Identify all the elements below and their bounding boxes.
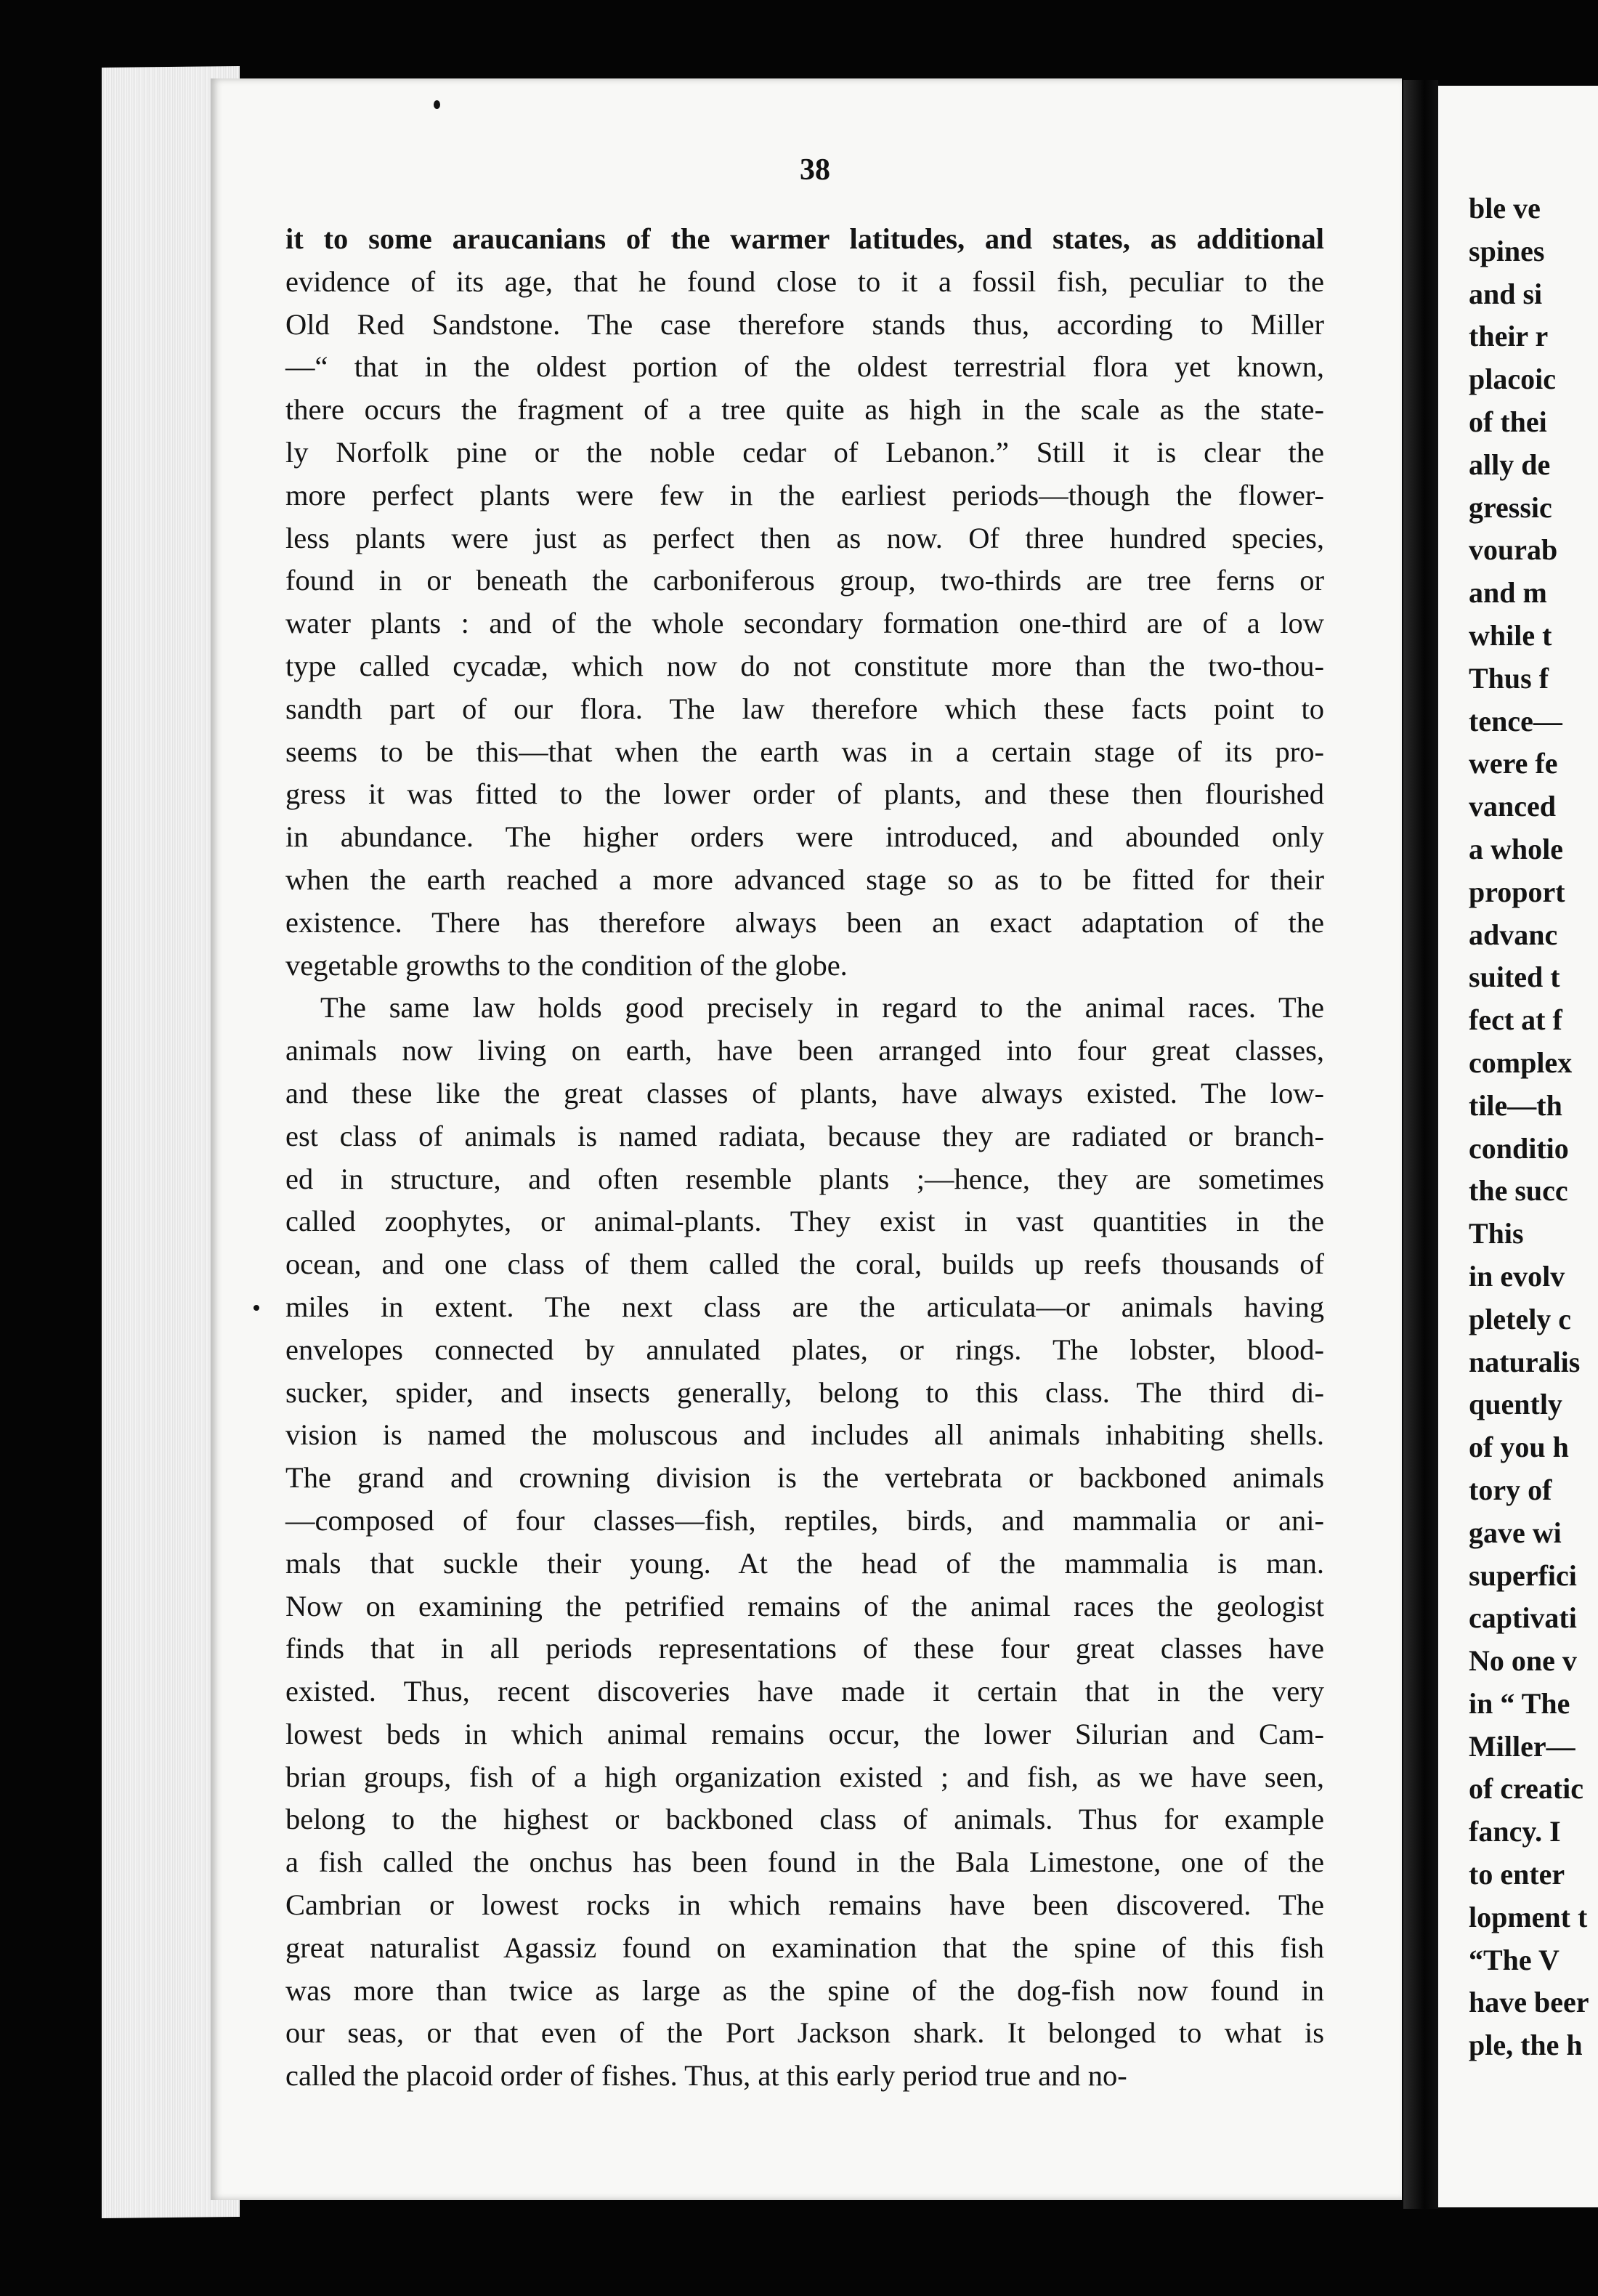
- facing-text-line: to enter: [1469, 1858, 1565, 1891]
- facing-text-line: and m: [1469, 576, 1547, 610]
- facing-text-line: in evolv: [1469, 1259, 1565, 1293]
- facing-text-line: spines: [1469, 234, 1545, 267]
- facing-text-line: pletely c: [1469, 1302, 1572, 1335]
- facing-text-line: naturalis: [1469, 1345, 1581, 1378]
- facing-text-line: fancy. I: [1469, 1815, 1561, 1848]
- facing-text-line: Miller—: [1469, 1729, 1575, 1763]
- text-line: there occurs the fragment of a tree quite as high in the scale as the state-: [285, 393, 1324, 427]
- facing-text-line: of thei: [1469, 405, 1547, 438]
- facing-text-line: conditio: [1469, 1131, 1569, 1165]
- facing-text-line: while t: [1469, 618, 1552, 652]
- text-line: Cambrian or lowest rocks in which remains have been discovered. The: [285, 1888, 1324, 1922]
- facing-text-line: ble ve: [1469, 192, 1541, 225]
- facing-text-line: have beer: [1469, 1986, 1589, 2019]
- facing-text-line: advanc: [1469, 918, 1558, 951]
- text-line: The grand and crowning division is the vertebrata or backboned animals: [285, 1461, 1324, 1495]
- facing-page-text: [1469, 187, 1598, 2067]
- text-line: evidence of its age, that he found close to it a fossil fish, peculiar to the: [285, 264, 1324, 298]
- ink-spot: [254, 1305, 259, 1311]
- facing-text-line: fect at f: [1469, 1003, 1562, 1037]
- facing-text-line: ally de: [1469, 448, 1551, 481]
- text-line: called the placoid order of fishes. Thus, at this early period true and no-: [285, 2059, 1127, 2093]
- facing-text-line: tence—: [1469, 704, 1562, 737]
- text-line: animals now living on earth, have been arranged into four great classes,: [285, 1034, 1324, 1067]
- facing-text-line: and si: [1469, 277, 1543, 310]
- text-line: water plants : and of the whole secondary formation one-third are of a low: [285, 607, 1324, 640]
- ink-spot: [434, 100, 440, 109]
- text-line: lowest beds in which animal remains occur, the lower Silurian and Cam-: [285, 1717, 1324, 1750]
- facing-text-line: tory of: [1469, 1473, 1552, 1506]
- text-line: a fish called the onchus has been found in the Bala Limestone, one of the: [285, 1846, 1324, 1879]
- text-line: ocean, and one class of them called the coral, builds up reefs thousands of: [285, 1248, 1324, 1281]
- facing-text-line: were fe: [1469, 747, 1558, 780]
- text-line: envelopes connected by annulated plates, or rings. The lobster, blood-: [285, 1333, 1324, 1366]
- facing-text-line: lopment t: [1469, 1900, 1588, 1933]
- text-line: more perfect plants were few in the earliest periods—though the flower-: [285, 478, 1324, 512]
- facing-text-line: vourab: [1469, 533, 1558, 567]
- text-line: Now on examining the petrified remains of the animal races the geologist: [285, 1589, 1324, 1622]
- text-line: The same law holds good precisely in regard to the animal races. The: [320, 991, 1324, 1024]
- facing-text-line: This: [1469, 1217, 1524, 1250]
- facing-text-line: placoic: [1469, 363, 1556, 396]
- text-line: when the earth reached a more advanced stage so as to be fitted for their: [285, 862, 1324, 896]
- facing-text-line: ple, the h: [1469, 2029, 1583, 2062]
- text-line: est class of animals is named radiata, because they are radiated or branch-: [285, 1119, 1324, 1152]
- text-line: in abundance. The higher orders were introduced, and abounded only: [285, 820, 1324, 854]
- facing-text-line: in “ The: [1469, 1686, 1570, 1720]
- facing-text-line: No one v: [1469, 1644, 1577, 1678]
- text-line: seems to be this—that when the earth was in a certain stage of its pro-: [285, 735, 1324, 768]
- text-line: Old Red Sandstone. The case therefore stands thus, according to Miller: [285, 307, 1324, 341]
- text-line: —composed of four classes—fish, reptiles, birds, and mammalia or ani-: [285, 1503, 1324, 1537]
- text-line: ed in structure, and often resemble plants ;—hence, they are sometimes: [285, 1162, 1324, 1195]
- facing-text-line: their r: [1469, 320, 1549, 353]
- text-line: gress it was fitted to the lower order of plants, and these then flourished: [285, 777, 1324, 811]
- text-line: it to some araucanians of the warmer latitudes, and states, as additional: [285, 222, 1324, 255]
- text-line: finds that in all periods representations of these four great classes have: [285, 1632, 1324, 1665]
- facing-text-line: vanced: [1469, 790, 1556, 823]
- text-line: great naturalist Agassiz found on examination that the spine of this fish: [285, 1931, 1324, 1964]
- text-line: vision is named the moluscous and includes all animals inhabiting shells.: [285, 1418, 1324, 1452]
- facing-text-line: suited t: [1469, 961, 1560, 994]
- text-line: less plants were just as perfect then as now. Of three hundred species,: [285, 521, 1324, 554]
- book-gutter: [1403, 80, 1438, 2209]
- facing-text-line: quently: [1469, 1388, 1562, 1421]
- text-line: found in or beneath the carboniferous group, two-thirds are tree ferns or: [285, 564, 1324, 597]
- text-line: sucker, spider, and insects generally, belong to this class. The third di-: [285, 1375, 1324, 1409]
- facing-text-line: captivati: [1469, 1601, 1577, 1635]
- text-line: our seas, or that even of the Port Jackson shark. It belonged to what is: [285, 2016, 1324, 2050]
- facing-text-line: gave wi: [1469, 1516, 1562, 1549]
- text-line: was more than twice as large as the spine of the dog-fish now found in: [285, 1973, 1324, 2007]
- facing-text-line: of creatic: [1469, 1772, 1584, 1806]
- facing-text-line: gressic: [1469, 490, 1552, 524]
- text-line: —“ that in the oldest portion of the oldest terrestrial flora yet known,: [285, 350, 1324, 384]
- page-body-text: [285, 218, 1324, 2098]
- text-line: miles in extent. The next class are the articulata—or animals having: [285, 1290, 1324, 1323]
- facing-text-line: superfici: [1469, 1559, 1577, 1592]
- facing-text-line: tile—th: [1469, 1088, 1562, 1122]
- text-line: ly Norfolk pine or the noble cedar of Lebanon.” Still it is clear the: [285, 435, 1324, 469]
- facing-text-line: the succ: [1469, 1174, 1568, 1208]
- text-line: existence. There has therefore always been an exact adaptation of the: [285, 905, 1324, 939]
- text-line: brian groups, fish of a high organization existed ; and fish, as we have seen,: [285, 1760, 1324, 1793]
- text-line: sandth part of our flora. The law therefore which these facts point to: [285, 692, 1324, 725]
- facing-text-line: of you h: [1469, 1431, 1569, 1464]
- text-line: belong to the highest or backboned class of animals. Thus for example: [285, 1803, 1324, 1836]
- text-line: existed. Thus, recent discoveries have made it certain that in the very: [285, 1675, 1324, 1708]
- page-number: 38: [800, 153, 830, 187]
- facing-text-line: “The V: [1469, 1943, 1560, 1976]
- facing-text-line: Thus f: [1469, 661, 1549, 695]
- text-line: called zoophytes, or animal-plants. They exist in vast quantities in the: [285, 1205, 1324, 1238]
- text-line: type called cycadæ, which now do not constitute more than the two-thou-: [285, 649, 1324, 682]
- text-line: and these like the great classes of plants, have always existed. The low-: [285, 1076, 1324, 1109]
- facing-text-line: complex: [1469, 1046, 1573, 1079]
- facing-text-line: proport: [1469, 875, 1565, 908]
- text-line: mals that suckle their young. At the head of the mammalia is man.: [285, 1546, 1324, 1580]
- facing-text-line: a whole: [1469, 832, 1563, 865]
- text-line: vegetable growths to the condition of the globe.: [285, 948, 848, 982]
